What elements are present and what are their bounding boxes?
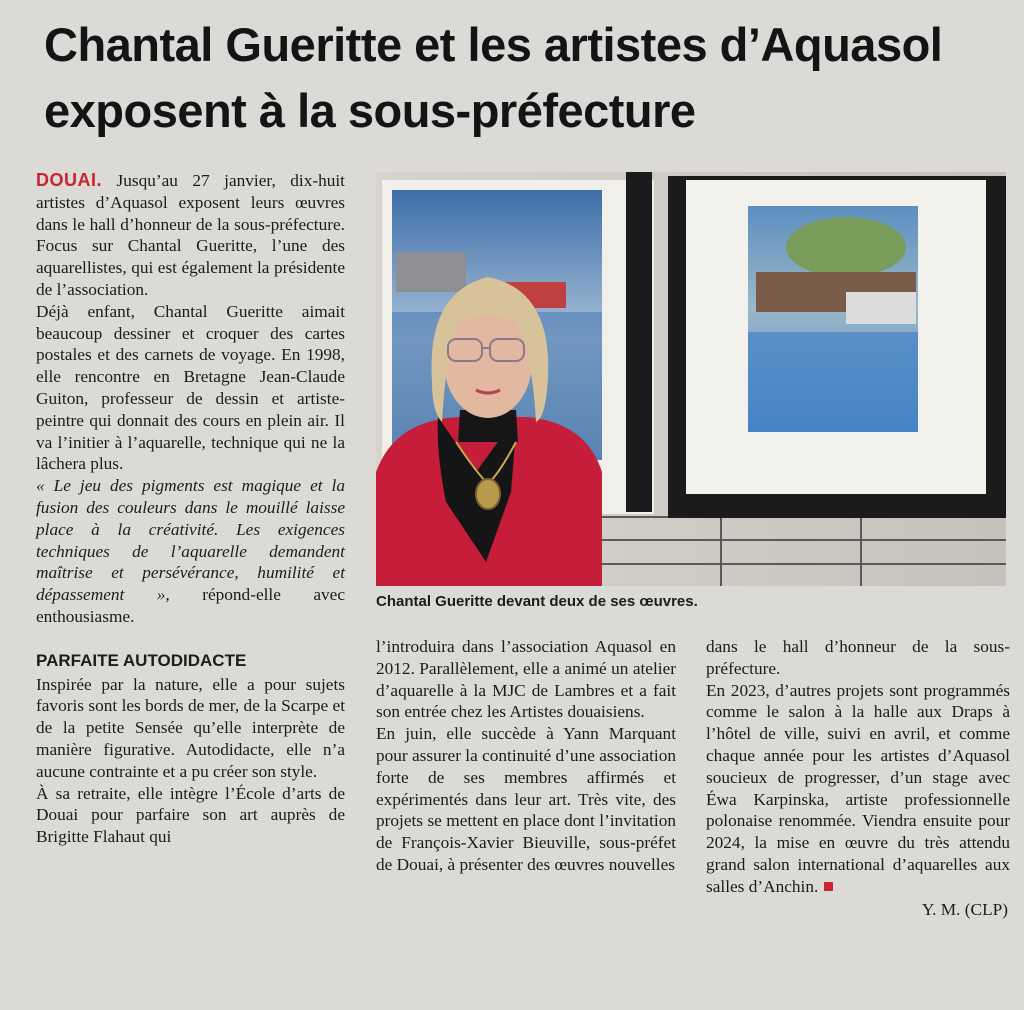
trees (786, 217, 906, 277)
intro-text: Jusqu’au 27 janvier, dix-huit artistes d’Aquasol exposent leurs œuvres dans le hall d’honneur de la sous-préfecture. Focus sur Chantal Gueritte, l’une des aquarellistes, qui est également la présidente de l’association. (36, 171, 345, 299)
section-subhead: PARFAITE AUTODIDACTE (36, 650, 247, 670)
paragraph-retirement: À sa retraite, elle intègre l’École d’arts de Douai pour parfaire son art auprès de Brigitte Flahaut qui (36, 783, 345, 847)
dateline-city: DOUAI. (36, 170, 102, 190)
photo-caption: Chantal Gueritte devant deux de ses œuvres. (376, 593, 698, 610)
left-frame-edge (626, 172, 652, 512)
barge-white (846, 292, 916, 324)
pendant (476, 479, 500, 509)
projects-text: En 2023, d’autres projets sont programmés comme le salon à la halle aux Draps à l’hôtel de ville, suivi en avril, et comme chaque année pour les artistes d’Aquasol soucieux de progresser, d’un stage avec Éwa Karpinska, artiste professionnelle polonaise renommée. Viendra ensuite pour 2024, la mise en œuvre du très attendu grand salon international d’aquarelles aux salles d’Anchin. (706, 680, 1010, 896)
quote-paragraph (36, 475, 345, 628)
paragraph-presidency: En juin, elle succède à Yann Marquant pour assurer la continuité d’une association forte de ses membres affirmés et expérimentés dans leur art. Très vite, des projets se mettent en place dont l’invitation de François-Xavier Bieuville, sous-préfet de Douai, à présenter des œuvres nouvelles (376, 724, 676, 874)
photo-illustration (376, 172, 1006, 586)
paragraph-inspiration: Inspirée par la nature, elle a pour sujets favoris sont les bords de mer, de la Scarpe et de la petite Sensée qu’elle interprète de manière figurative. Autodidacte, elle n’a aucune contrainte et a pu créer son style. (36, 674, 345, 781)
end-mark-icon (824, 882, 833, 891)
column-1 (36, 170, 345, 848)
signature: Y. M. (CLP) (921, 899, 1008, 919)
paragraph-early-life: Déjà enfant, Chantal Gueritte aimait beaucoup dessiner et croquer des cartes postales et des carnets de voyage. En 1998, elle rencontre en Bretagne Jean-Claude Guiton, professeur de dessin et artiste-peintre qui donnait des cours en plein air. Il va l’initier à l’aquarelle, technique qui ne la lâchera plus. (36, 301, 345, 474)
article-photo (376, 172, 1006, 586)
boat-left (396, 252, 466, 292)
column-2 (376, 636, 676, 876)
column-3 (706, 636, 1010, 920)
quote-text: « Le jeu des pigments est magique et la fusion des couleurs dans le mouillé laisse place à la créativité. Les exigences techniques de l’aquarelle demandent maîtrise et persévérance, humilité et dépassement », (36, 476, 345, 605)
paragraph-aquasol-join: l’introduira dans l’association Aquasol en 2012. Parallèlement, elle a animé un atelier d’aquarelle à la MJC de Lambres et a fait son entrée chez les Artistes douaisiens. (376, 637, 676, 722)
headline: Chantal Gueritte et les artistes d’Aquasol exposent à la sous-préfecture (44, 18, 943, 137)
paragraph-projects (706, 680, 1010, 898)
quote-attribution: répond-elle avec enthousiasme. (36, 585, 345, 626)
intro-paragraph (36, 170, 345, 301)
paragraph-hall: dans le hall d’honneur de la sous-préfecture. (706, 637, 1010, 678)
right-water (748, 332, 918, 432)
